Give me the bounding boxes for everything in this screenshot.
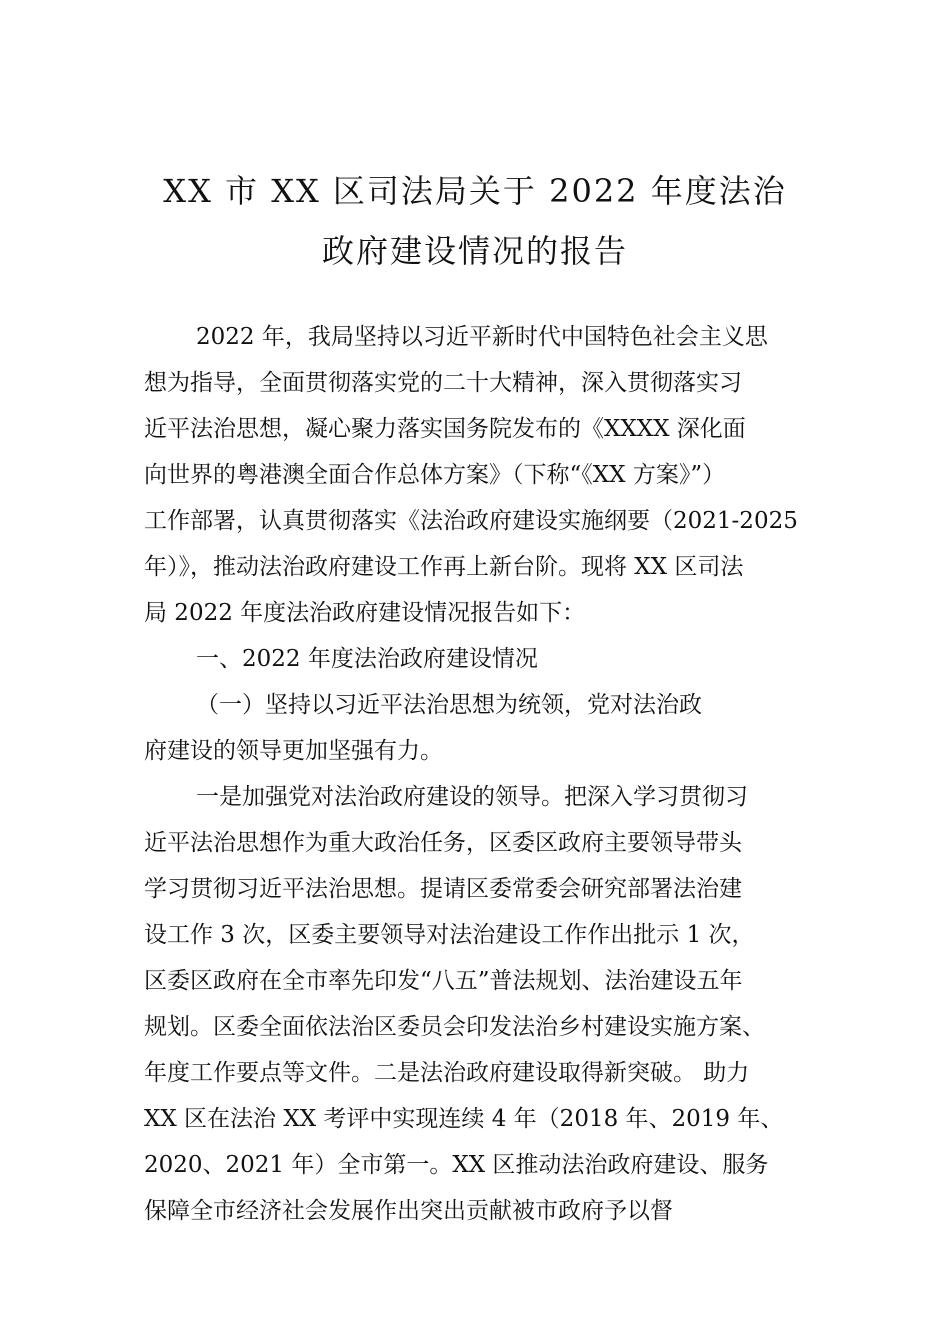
document-title-line-1: XX 市 XX 区司法局关于 2022 年度法治 [163, 172, 787, 210]
paragraph-line: 想为指导，全面贯彻落实党的二十大精神，深入贯彻落实习 [144, 370, 742, 396]
paragraph-line: 2022 年，我局坚持以习近平新时代中国特色社会主义思 [196, 324, 768, 350]
paragraph-line: 保障全市经济社会发展作出突出贡献被市政府予以督 [144, 1198, 673, 1224]
paragraph-line: 局 2022 年度法治政府建设情况报告如下： [144, 600, 586, 626]
subsection-heading: （一）坚持以习近平法治思想为统领，党对法治政 [196, 692, 702, 718]
paragraph-line: 近平法治思想，凝心聚力落实国务院发布的《XXXX 深化面 [144, 416, 746, 442]
paragraph-line: 年度工作要点等文件。二是法治政府建设取得新突破。 助力 [144, 1060, 750, 1086]
paragraph-line: 学习贯彻习近平法治思想。提请区委常委会研究部署法治建 [144, 876, 742, 902]
document-title-line-2: 政府建设情况的报告 [321, 232, 628, 270]
paragraph-line: 一是加强党对法治政府建设的领导。把深入学习贯彻习 [196, 784, 748, 810]
paragraph-line: 2020、2021 年）全市第一。XX 区推动法治政府建设、服务 [144, 1152, 769, 1178]
paragraph-line: 年）》，推动法治政府建设工作再上新台阶。现将 XX 区司法 [144, 554, 744, 580]
paragraph-line: XX 区在法治 XX 考评中实现连续 4 年（2018 年、2019 年、 [144, 1106, 784, 1132]
paragraph-line: 近平法治思想作为重大政治任务，区委区政府主要领导带头 [144, 830, 742, 856]
subsection-heading: 府建设的领导更加坚强有力。 [144, 738, 443, 764]
section-heading: 一、2022 年度法治政府建设情况 [196, 646, 538, 672]
paragraph-line: 设工作 3 次，区委主要领导对法治建设工作作出批示 1 次， [144, 922, 755, 948]
paragraph-line: 规划。区委全面依法治区委员会印发法治乡村建设实施方案、 [144, 1014, 765, 1040]
paragraph-line: 向世界的粤港澳全面合作总体方案》（下称“《XX 方案》”） [144, 462, 726, 488]
paragraph-line: 区委区政府在全市率先印发“八五”普法规划、法治建设五年 [144, 968, 743, 994]
paragraph-line: 工作部署，认真贯彻落实《法治政府建设实施纲要（2021-2025 [144, 508, 798, 534]
